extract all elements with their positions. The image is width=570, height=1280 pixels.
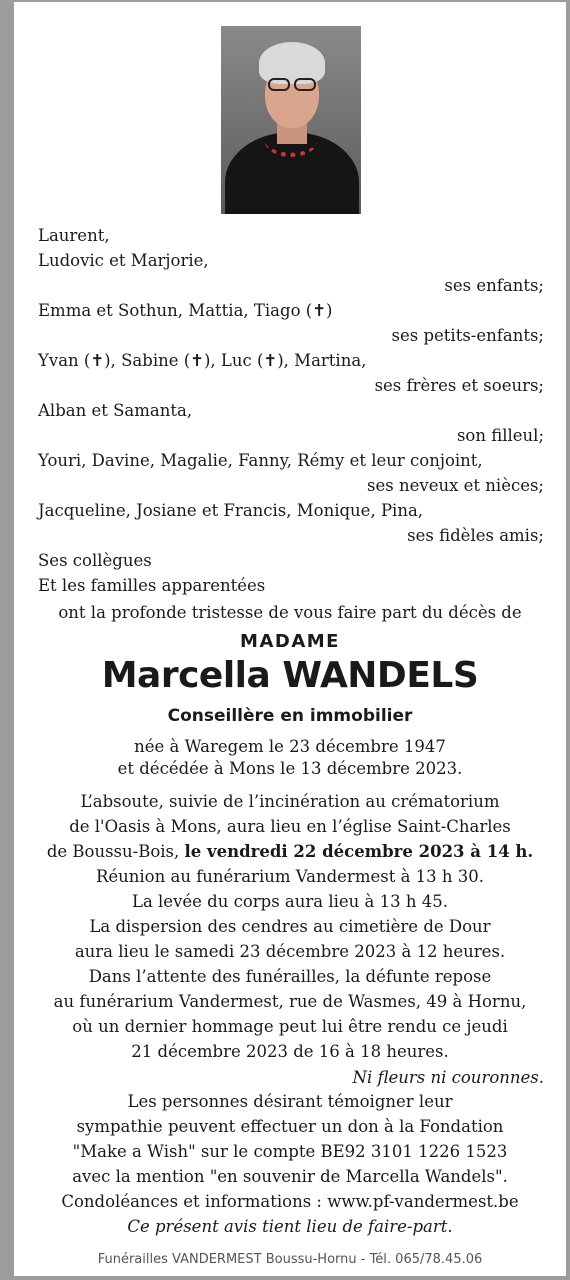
related-families: Et les familles apparentées	[38, 576, 266, 595]
ceremony-line-3-text: de Boussu-Bois,	[46, 842, 185, 861]
nephews-label: ses neveux et nièces;	[367, 476, 544, 495]
friends-label: ses fidèles amis;	[407, 526, 544, 545]
condolences-info: Condoléances et informations : www.pf-vandermest.be	[61, 1192, 519, 1211]
ceremony-line-3	[14, 842, 566, 862]
friends-names: Jacqueline, Josiane et Francis, Monique, Pina,	[38, 501, 424, 520]
donation-line-3: "Make a Wish" sur le compte BE92 3101 1226 1523	[72, 1142, 508, 1161]
death-info: et décédée à Mons le 13 décembre 2023.	[117, 759, 463, 778]
ceremony-line-2: de l'Oasis à Mons, aura lieu en l’église Saint-Charles	[69, 817, 511, 836]
ceremony-line-9: au funérarium Vandermest, rue de Wasmes, 49 à Hornu,	[53, 992, 527, 1011]
donation-line-4: avec la mention "en souvenir de Marcella Wandels".	[72, 1167, 508, 1186]
flowers-note: Ni fleurs ni couronnes.	[352, 1068, 544, 1087]
deceased-title: MADAME	[240, 631, 340, 652]
ceremony-date: le vendredi 22 décembre 2023 à 14 h.	[184, 842, 534, 861]
colleagues: Ses collègues	[38, 551, 152, 570]
godson-label: son filleul;	[456, 426, 544, 445]
ceremony-line-6: La dispersion des cendres au cimetière de Dour	[89, 917, 491, 936]
siblings-names: Yvan (✝), Sabine (✝), Luc (✝), Martina,	[38, 351, 367, 370]
children-label: ses enfants;	[444, 276, 544, 295]
deceased-profession: Conseillère en immobilier	[167, 706, 413, 726]
ceremony-line-1: L’absoute, suivie de l’incinération au crématorium	[80, 792, 500, 811]
funeral-home-footer: Funérailles VANDERMEST Boussu-Hornu - Tél. 065/78.45.06	[97, 1252, 483, 1267]
ceremony-line-8: Dans l’attente des funérailles, la défunte repose	[88, 967, 492, 986]
nephews-names: Youri, Davine, Magalie, Fanny, Rémy et leur conjoint,	[38, 451, 483, 470]
ceremony-line-11: 21 décembre 2023 de 16 à 18 heures.	[131, 1042, 449, 1061]
godson-names: Alban et Samanta,	[38, 401, 193, 420]
birth-info: née à Waregem le 23 décembre 1947	[134, 737, 446, 756]
grandchildren-names: Emma et Sothun, Mattia, Tiago (✝)	[38, 301, 333, 320]
ceremony-line-5: La levée du corps aura lieu à 13 h 45.	[131, 892, 448, 911]
ceremony-line-10: où un dernier hommage peut lui être rendu ce jeudi	[72, 1017, 508, 1036]
siblings-label: ses frères et soeurs;	[374, 376, 544, 395]
grandchildren-label: ses petits-enfants;	[391, 326, 544, 345]
donation-line-2: sympathie peuvent effectuer un don à la Fondation	[76, 1117, 504, 1136]
children-name-1: Laurent,	[38, 226, 110, 245]
deceased-name: Marcella WANDELS	[101, 655, 479, 696]
donation-line-1: Les personnes désirant témoigner leur	[127, 1092, 453, 1111]
ceremony-line-4: Réunion au funérarium Vandermest à 13 h 30.	[95, 867, 485, 886]
children-name-2: Ludovic et Marjorie,	[38, 251, 209, 270]
ceremony-line-7: aura lieu le samedi 23 décembre 2023 à 12 heures.	[74, 942, 506, 961]
faire-part-notice: Ce présent avis tient lieu de faire-part.	[127, 1217, 453, 1236]
announcement: ont la profonde tristesse de vous faire part du décès de	[58, 603, 522, 622]
portrait-photo	[221, 26, 361, 214]
obituary-notice	[14, 2, 566, 1276]
